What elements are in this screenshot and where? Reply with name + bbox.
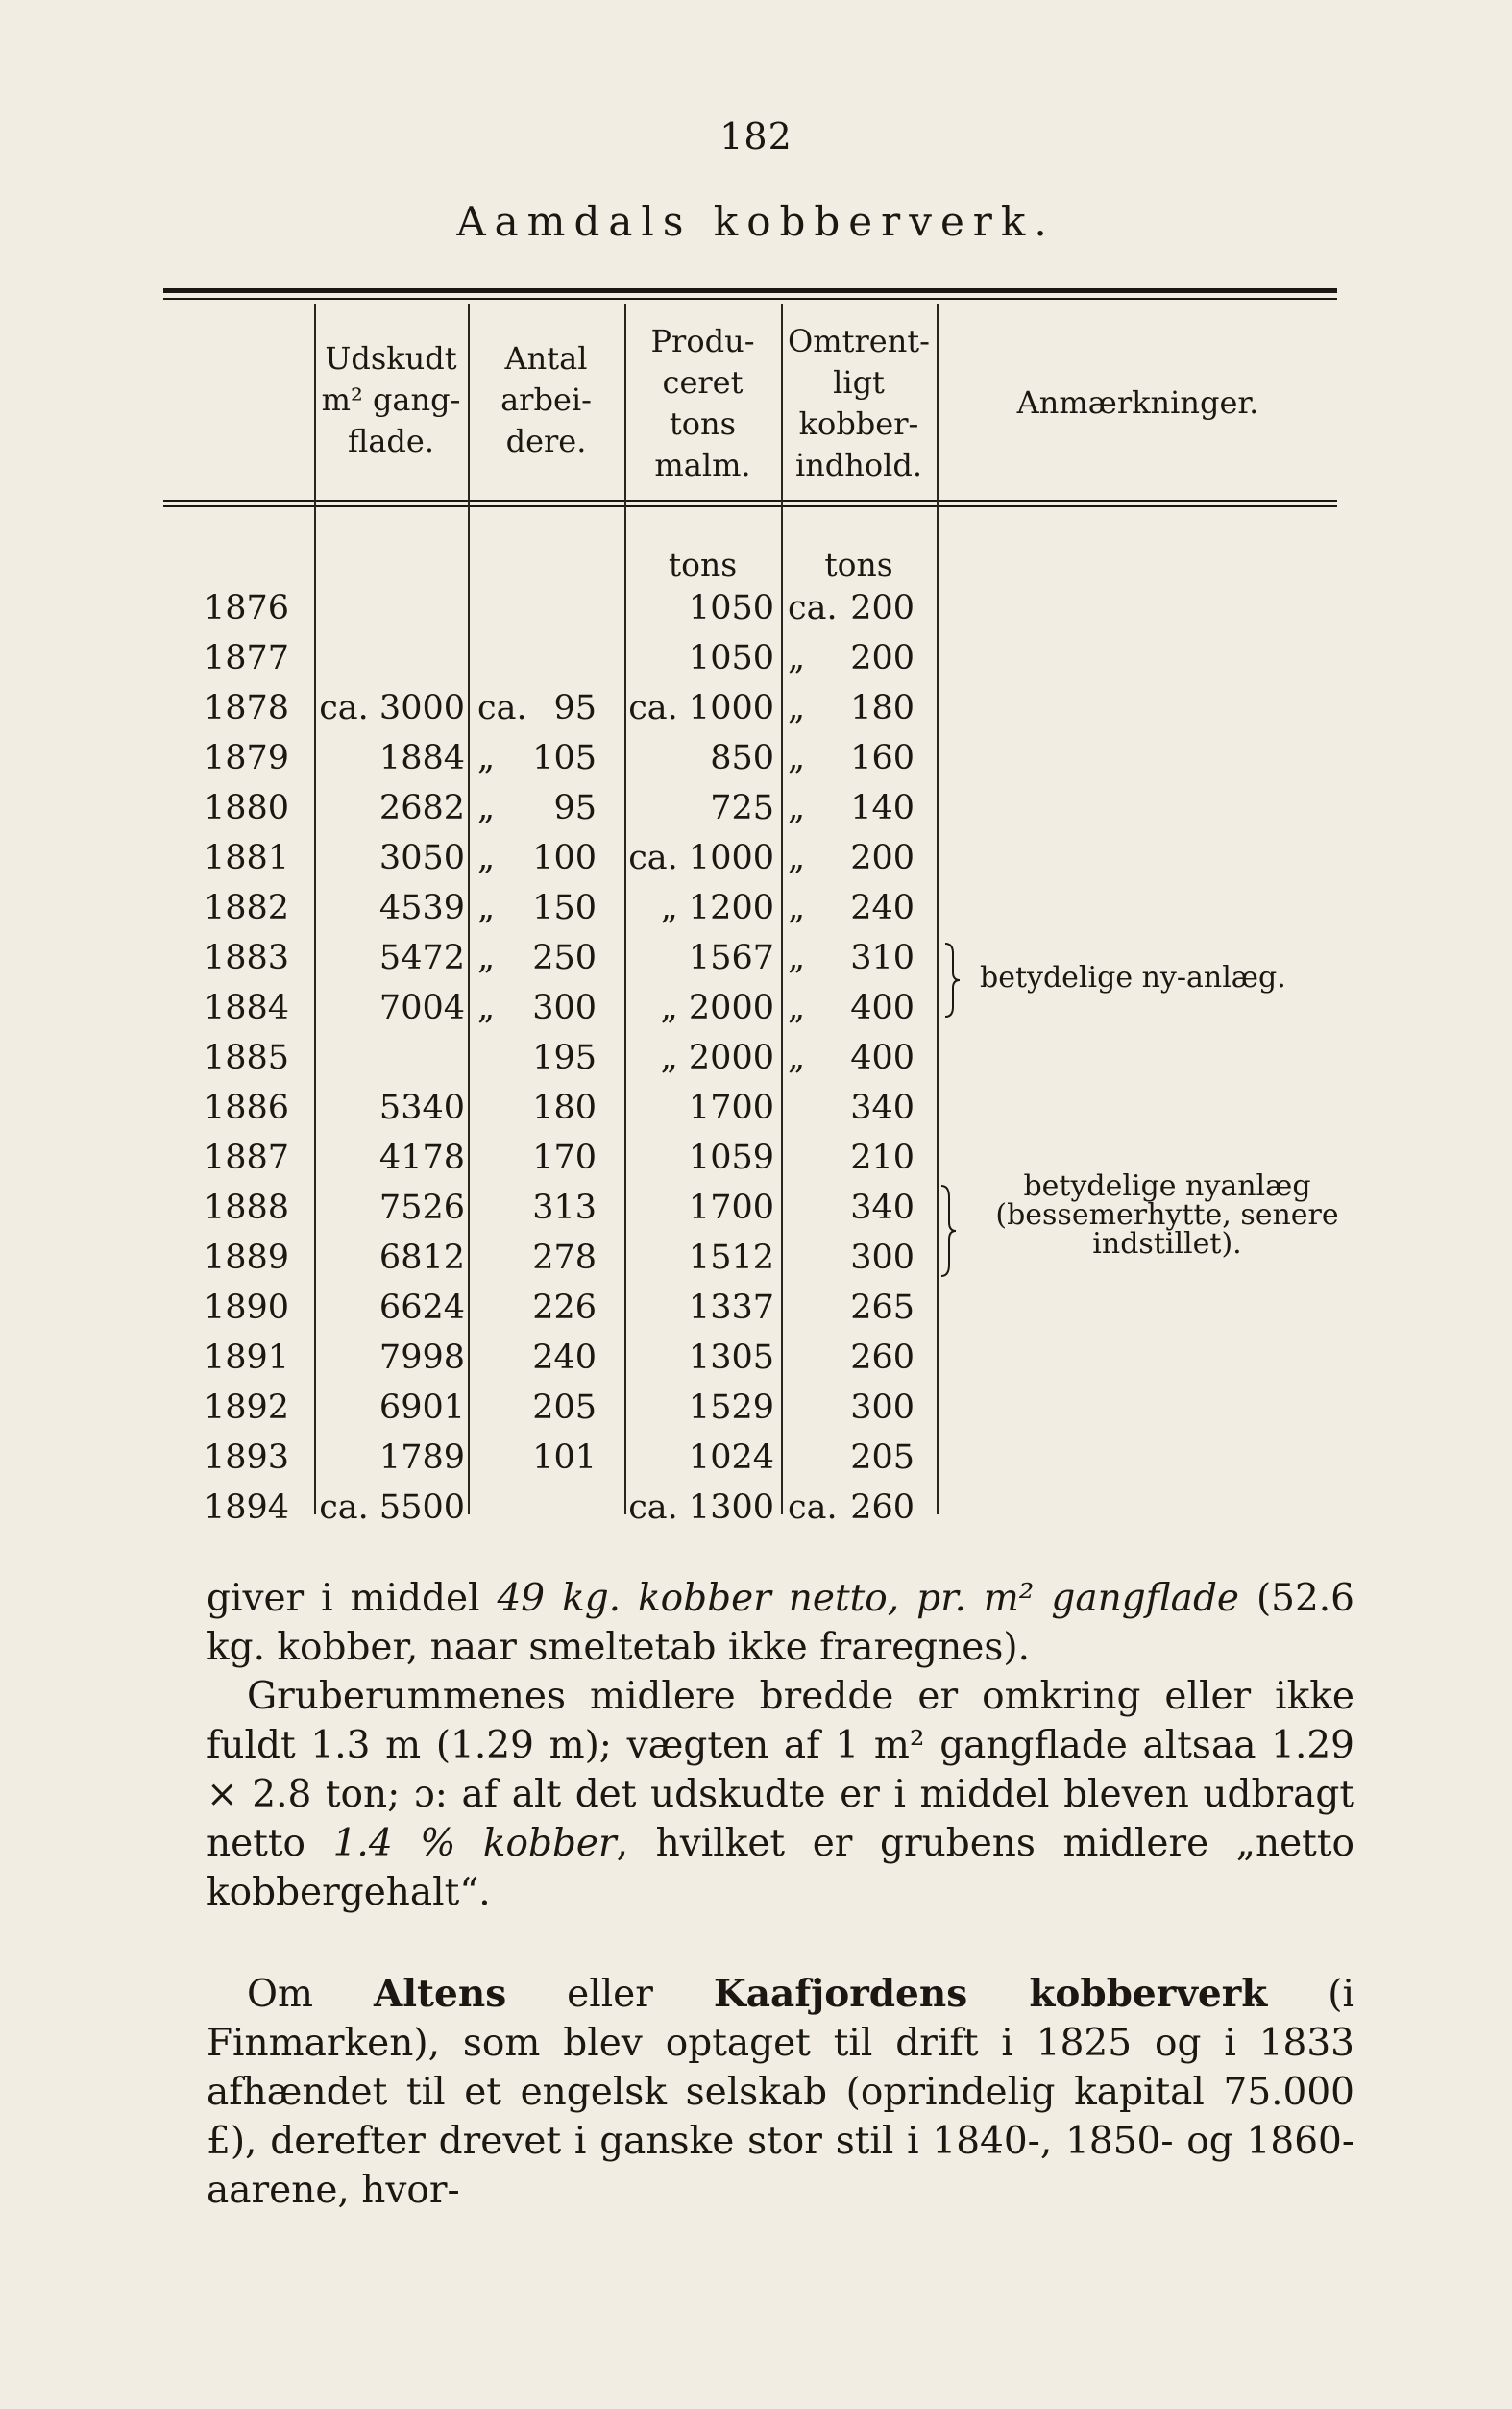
cell-area: 7998 <box>378 1339 465 1377</box>
cell-workers: 95 <box>553 789 597 827</box>
cell-workers: 95 <box>553 689 597 727</box>
table-row <box>0 583 1512 633</box>
cell-workers-prefix: „ <box>477 739 496 777</box>
cell-area: 6812 <box>378 1239 465 1277</box>
cell-workers-prefix: „ <box>477 889 496 927</box>
table-row <box>0 1383 1512 1433</box>
paragraph-1 <box>207 1574 1354 1917</box>
cell-workers: 150 <box>532 889 597 927</box>
cell-area: 1789 <box>378 1438 465 1477</box>
cell-copper: 140 <box>850 789 915 827</box>
table-row <box>0 1083 1512 1133</box>
cell-copper: 340 <box>850 1189 915 1227</box>
cell-year: 1882 <box>204 889 290 927</box>
table-row <box>0 1433 1512 1483</box>
cell-copper-prefix: „ <box>788 789 806 827</box>
table-row <box>0 1283 1512 1333</box>
header-line: Omtrent- <box>788 323 930 359</box>
text-run-italic: 1.4 % kobber <box>332 1822 617 1865</box>
cell-area: 6901 <box>378 1389 465 1427</box>
header-col2 <box>468 338 624 462</box>
paragraph-2 <box>207 1970 1354 2215</box>
cell-year: 1889 <box>204 1239 290 1277</box>
text-run-bold: Altens <box>373 1972 507 2016</box>
cell-copper-prefix: „ <box>788 739 806 777</box>
table-row <box>0 883 1512 933</box>
cell-year: 1887 <box>204 1139 290 1177</box>
cell-copper: 300 <box>850 1389 915 1427</box>
cell-workers-prefix: „ <box>477 789 496 827</box>
cell-copper: 210 <box>850 1139 915 1177</box>
brace-icon-svg <box>939 1184 957 1278</box>
cell-workers: 240 <box>532 1339 597 1377</box>
text-run: eller <box>506 1973 714 2016</box>
cell-copper: 400 <box>850 1039 915 1077</box>
unit-tons-col3: tons <box>668 546 738 583</box>
header-line: ligt <box>833 364 885 401</box>
cell-workers-prefix: „ <box>477 989 496 1027</box>
header-line: dere. <box>505 423 587 459</box>
header-line: m² gang- <box>321 381 461 418</box>
cell-copper-prefix: „ <box>788 939 806 977</box>
header-line: indhold. <box>794 447 923 483</box>
cell-copper-prefix: „ <box>788 639 806 677</box>
cell-copper-prefix: „ <box>788 1039 806 1077</box>
cell-copper: 265 <box>850 1289 915 1327</box>
cell-area: 7004 <box>378 989 465 1027</box>
cell-copper: 240 <box>850 889 915 927</box>
cell-copper-prefix: ca. <box>788 1488 838 1527</box>
header-line: Anmærkninger. <box>1016 384 1259 421</box>
header-col1 <box>314 338 468 462</box>
text-run-bold: Kaafjordens kobberverk <box>713 1972 1268 2016</box>
cell-copper: 400 <box>850 989 915 1027</box>
cell-copper-prefix: „ <box>788 839 806 877</box>
cell-year: 1876 <box>204 589 290 627</box>
brace-icon <box>943 942 961 1019</box>
cell-copper-prefix: „ <box>788 989 806 1027</box>
cell-ore: 850 <box>710 739 774 777</box>
cell-workers: 170 <box>532 1139 597 1177</box>
cell-area: 4178 <box>378 1139 465 1177</box>
cell-year: 1885 <box>204 1039 290 1077</box>
cell-ore: ca. 1000 <box>628 839 774 877</box>
cell-area: 7526 <box>378 1189 465 1227</box>
remark-1888-1889: betydelige nyanlæg (bessemerhytte, senere indstillet). <box>995 1169 1339 1261</box>
cell-year: 1894 <box>204 1488 290 1527</box>
cell-workers-prefix: „ <box>477 939 496 977</box>
cell-workers-prefix: ca. <box>477 689 527 727</box>
header-line: malm. <box>654 447 751 483</box>
cell-year: 1881 <box>204 839 290 877</box>
cell-area: 4539 <box>378 889 465 927</box>
cell-copper: 200 <box>850 839 915 877</box>
cell-workers: 278 <box>532 1239 597 1277</box>
cell-ore: „ 2000 <box>660 989 774 1027</box>
cell-ore: 1059 <box>688 1139 774 1177</box>
top-rule-thick <box>163 288 1337 293</box>
table-row <box>0 1033 1512 1083</box>
table-row <box>0 683 1512 733</box>
cell-copper: 260 <box>850 1339 915 1377</box>
cell-area: ca. 3000 <box>319 689 465 727</box>
cell-copper: 300 <box>850 1239 915 1277</box>
header-line: Produ- <box>650 323 755 359</box>
unit-tons-col4: tons <box>824 546 893 583</box>
cell-copper-prefix: „ <box>788 889 806 927</box>
cell-ore: 1512 <box>688 1239 774 1277</box>
text-run-italic: 49 kg. kobber netto, pr. m² gangflade <box>497 1577 1239 1620</box>
cell-year: 1877 <box>204 639 290 677</box>
brace-icon-svg <box>943 942 961 1019</box>
cell-workers-prefix: „ <box>477 839 496 877</box>
cell-workers: 100 <box>532 839 597 877</box>
cell-ore: „ 1200 <box>660 889 774 927</box>
header-line: arbei- <box>500 381 592 418</box>
cell-workers: 250 <box>532 939 597 977</box>
cell-year: 1884 <box>204 989 290 1027</box>
cell-copper: 200 <box>850 589 915 627</box>
page-title: Aamdals kobberverk. <box>456 198 1056 245</box>
cell-copper: 160 <box>850 739 915 777</box>
cell-area: 3050 <box>378 839 465 877</box>
cell-area: 6624 <box>378 1289 465 1327</box>
cell-workers: 101 <box>532 1438 597 1477</box>
cell-copper-prefix: ca. <box>788 589 838 627</box>
cell-ore: „ 2000 <box>660 1039 774 1077</box>
cell-year: 1886 <box>204 1089 290 1127</box>
cell-copper: 340 <box>850 1089 915 1127</box>
header-line: Udskudt <box>325 340 457 377</box>
text-run: (i Finmarken), som blev optaget til drift i 1825 og i 1833 afhændet til et engelsk selskab (oprindelig kapital 75.000 £), derefter drevet i ganske stor stil i 1840-, 1850- og 1860-aarene, hvor- <box>207 1973 1354 2212</box>
header-col4 <box>781 321 937 486</box>
cell-ore: 1050 <box>688 639 774 677</box>
table-row <box>0 733 1512 783</box>
text-run: , hvilket er grubens midlere „netto kobbergehalt“. <box>207 1822 1355 1914</box>
header-col5 <box>939 382 1337 424</box>
table-row <box>0 833 1512 883</box>
cell-ore: ca. 1300 <box>628 1488 774 1527</box>
cell-copper: 260 <box>850 1488 915 1527</box>
cell-area: ca. 5500 <box>319 1488 465 1527</box>
cell-area: 2682 <box>378 789 465 827</box>
brace-icon <box>939 1184 957 1278</box>
cell-workers: 300 <box>532 989 597 1027</box>
header-line: tons <box>669 406 737 442</box>
cell-ore: 1700 <box>688 1089 774 1127</box>
header-line: flade. <box>347 423 434 459</box>
top-rule-thin <box>163 298 1337 300</box>
cell-year: 1892 <box>204 1389 290 1427</box>
cell-year: 1879 <box>204 739 290 777</box>
cell-area: 5472 <box>378 939 465 977</box>
header-col3 <box>624 321 781 486</box>
cell-year: 1893 <box>204 1438 290 1477</box>
cell-ore: 1050 <box>688 589 774 627</box>
cell-copper: 180 <box>850 689 915 727</box>
cell-workers: 226 <box>532 1289 597 1327</box>
cell-area: 5340 <box>378 1089 465 1127</box>
cell-workers: 180 <box>532 1089 597 1127</box>
cell-ore: 1305 <box>688 1339 774 1377</box>
table-row <box>0 633 1512 683</box>
cell-area: 1884 <box>378 739 465 777</box>
remark-1883-1884: betydelige ny-anlæg. <box>980 961 1286 995</box>
text-run: (52.6 kg. kobber, naar smeltetab ikke fraregnes). <box>207 1577 1354 1669</box>
cell-ore: ca. 1000 <box>628 689 774 727</box>
cell-year: 1878 <box>204 689 290 727</box>
cell-year: 1883 <box>204 939 290 977</box>
cell-copper: 205 <box>850 1438 915 1477</box>
cell-year: 1890 <box>204 1289 290 1327</box>
header-line: Antal <box>504 340 588 377</box>
header-rule-1 <box>163 500 1337 502</box>
cell-copper: 200 <box>850 639 915 677</box>
cell-copper: 310 <box>850 939 915 977</box>
header-rule-2 <box>163 505 1337 507</box>
cell-workers: 313 <box>532 1189 597 1227</box>
table-row <box>0 783 1512 833</box>
header-line: ceret <box>662 364 744 401</box>
text-run: giver i middel <box>207 1577 498 1620</box>
cell-copper-prefix: „ <box>788 689 806 727</box>
cell-ore: 1024 <box>688 1438 774 1477</box>
cell-ore: 1337 <box>688 1289 774 1327</box>
cell-year: 1888 <box>204 1189 290 1227</box>
table-row <box>0 1483 1512 1533</box>
cell-year: 1891 <box>204 1339 290 1377</box>
cell-ore: 1567 <box>688 939 774 977</box>
cell-ore: 1529 <box>688 1389 774 1427</box>
cell-workers: 105 <box>532 739 597 777</box>
text-run: Gruberummenes midlere bredde er omkring eller ikke fuldt 1.3 m (1.29 m); vægten af 1 m² gangflade altsaa 1.29 × 2.8 ton; ɔ: af alt det udskudte er i middel bleven udbragt netto <box>207 1675 1354 1865</box>
cell-ore: 1700 <box>688 1189 774 1227</box>
cell-ore: 725 <box>710 789 774 827</box>
cell-workers: 195 <box>532 1039 597 1077</box>
header-line: kobber- <box>798 406 919 442</box>
text-run: Om <box>247 1973 374 2016</box>
table-row <box>0 1333 1512 1383</box>
page-number: 182 <box>719 115 793 158</box>
cell-year: 1880 <box>204 789 290 827</box>
cell-workers: 205 <box>532 1389 597 1427</box>
